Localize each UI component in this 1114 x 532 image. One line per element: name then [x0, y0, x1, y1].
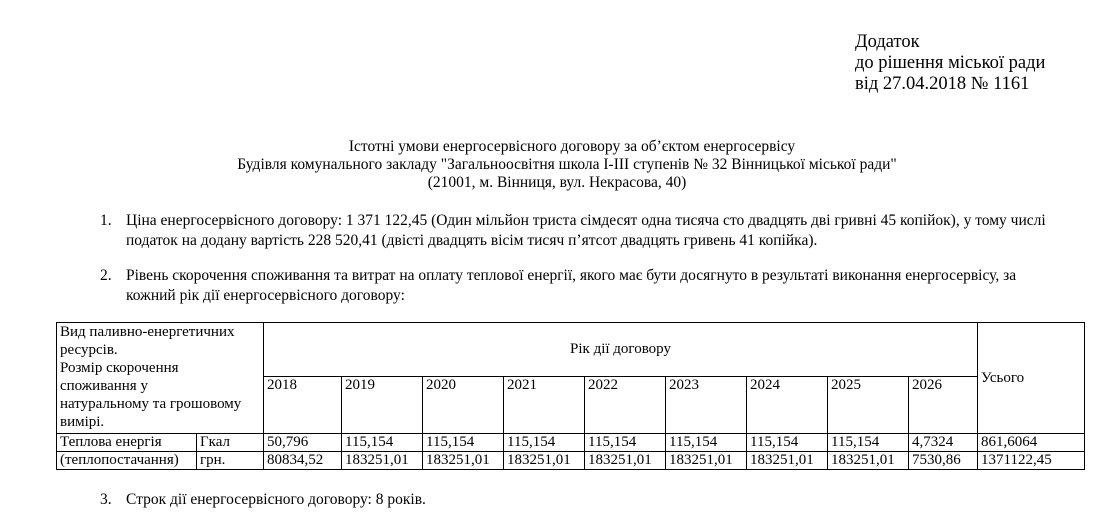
year-cell: 2022: [585, 377, 666, 434]
value-cell: 183251,01: [747, 452, 828, 470]
value-cell: 183251,01: [666, 452, 747, 470]
reduction-table: [56, 322, 1085, 470]
value-cell: 115,154: [504, 434, 585, 452]
appendix-note: [855, 32, 1045, 95]
value-cell: 80834,52: [264, 452, 342, 470]
resource-name: Теплова енергія: [57, 434, 197, 452]
year-cell: 2026: [909, 377, 978, 434]
clause-number: 2.: [100, 267, 112, 284]
value-cell: 50,796: [264, 434, 342, 452]
value-cell: 4,7324: [909, 434, 978, 452]
year-cell: 2019: [342, 377, 423, 434]
table-row: [57, 434, 1085, 452]
clause-number: 1.: [100, 212, 112, 229]
year-cell: 2023: [666, 377, 747, 434]
value-cell: 115,154: [666, 434, 747, 452]
clause-text-line: Ціна енергосервісного договору: 1 371 122,45 (Один мільйон триста сімдесят одна тисяча сто двадцять дві гривні 45 копійок), у тому числі: [126, 212, 1046, 229]
appendix-line-1: Додаток: [855, 32, 920, 52]
title-line-3: (21001, м. Вінниця, вул. Некрасова, 40): [427, 174, 687, 191]
table-row: [57, 452, 1085, 470]
appendix-line-2: до рішення міської ради: [855, 53, 1046, 73]
clause-text-line: податок на додану вартість 228 520,41 (двісті двадцять вісім тисяч п’ятсот двадцять гривень 41 копійка).: [126, 232, 818, 249]
value-cell: 115,154: [828, 434, 909, 452]
clause-number: 3.: [100, 491, 112, 508]
value-cell: 115,154: [423, 434, 504, 452]
value-cell: 183251,01: [423, 452, 504, 470]
total-cell: 1371122,45: [978, 452, 1085, 470]
contract-year-header: Рік дії договору: [264, 323, 978, 377]
value-cell: 115,154: [585, 434, 666, 452]
total-cell: 861,6064: [978, 434, 1085, 452]
unit-cell: Гкал: [197, 434, 264, 452]
total-header: Усього: [978, 323, 1085, 434]
value-cell: 183251,01: [342, 452, 423, 470]
appendix-line-3: від 27.04.2018 № 1161: [855, 74, 1030, 94]
clause-text-line: Строк дії енергосервісного договору: 8 років.: [126, 491, 426, 508]
value-cell: 115,154: [342, 434, 423, 452]
resource-header: Вид паливно-енергетичних ресурсів. Розмір скорочення споживання у натуральному та грошовому вимірі.: [57, 323, 264, 434]
value-cell: 183251,01: [504, 452, 585, 470]
value-cell: 7530,86: [909, 452, 978, 470]
document-title: [0, 138, 1114, 192]
year-cell: 2018: [264, 377, 342, 434]
value-cell: 183251,01: [585, 452, 666, 470]
value-cell: 115,154: [747, 434, 828, 452]
year-cell: 2021: [504, 377, 585, 434]
year-cell: 2020: [423, 377, 504, 434]
title-line-1: Істотні умови енергосервісного договору за об’єктом енергосервісу: [348, 138, 796, 155]
title-line-2: Будівля комунального закладу "Загальноосвітня школа І-ІІІ ступенів № 32 Вінницької міської ради": [237, 156, 897, 173]
clause-text-line: кожний рік дії енергосервісного договору:: [126, 287, 405, 304]
year-cell: 2024: [747, 377, 828, 434]
value-cell: 183251,01: [828, 452, 909, 470]
year-cell: 2025: [828, 377, 909, 434]
resource-name: (теплопостачання): [57, 452, 197, 470]
unit-cell: грн.: [197, 452, 264, 470]
clause-text-line: Рівень скорочення споживання та витрат на оплату теплової енергії, якого має бути досягнуто в результаті виконання енергосервісу, за: [126, 267, 1017, 284]
